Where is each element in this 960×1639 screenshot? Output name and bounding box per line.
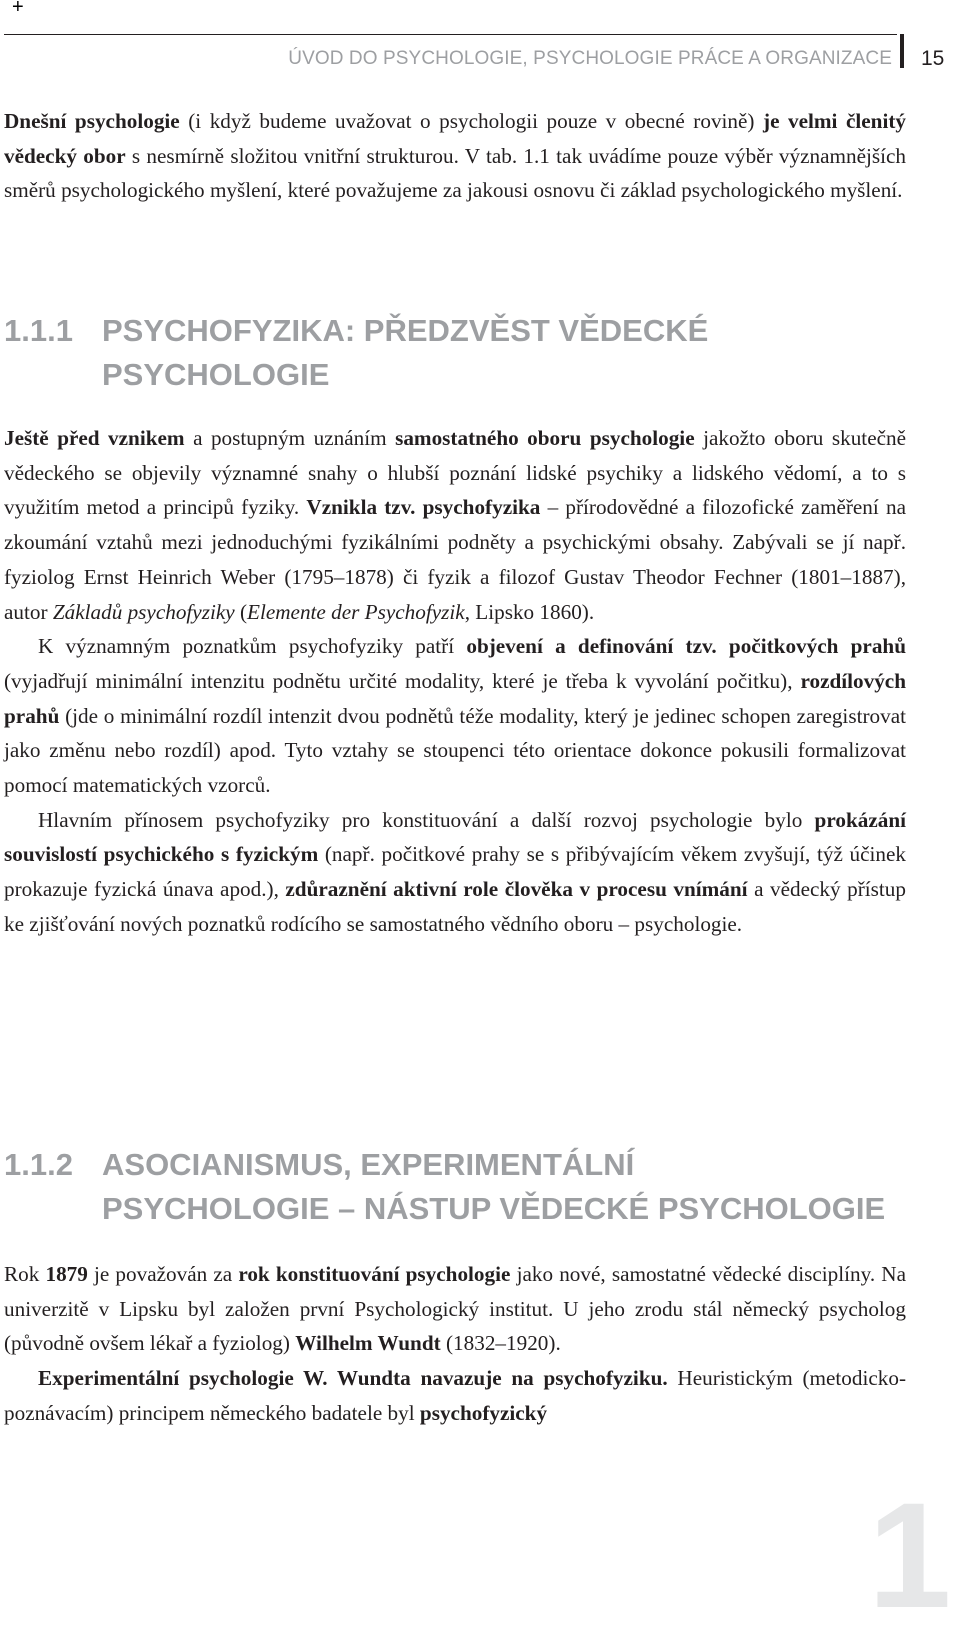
section-title-line1: PSYCHOFYZIKA: PŘEDZVĚST VĚDECKÉ (102, 313, 709, 348)
intro-paragraph: Dnešní psychologie (i když budeme uvažovat o psychologii pouze v obecné rovině) je velmi členitý vědecký obor s nesmírně složitou vnitřní strukturou. V tab. 1.1 tak uvádíme pouze výběr významnějších směrů psychologického myšlení, které považujeme za jakousi osnovu či základ psychologického myšlení. (4, 109, 906, 203)
crop-mark: + (12, 0, 24, 18)
section-title-line2: PSYCHOLOGIE (102, 357, 330, 392)
section-heading-1-1-1 (4, 309, 904, 397)
section-2-body (4, 1257, 906, 1431)
section-number: 1.1.2 (4, 1147, 73, 1182)
paragraph: Experimentální psychologie W. Wundta navazuje na psychofyziku. Heuristickým (metodicko-poznávacím) principem německého badatele byl psychofyzický (4, 1366, 906, 1425)
section-title-line1: ASOCIANISMUS, EXPERIMENTÁLNÍ (102, 1147, 635, 1182)
header-divider-bar (900, 34, 904, 68)
paragraph: Rok 1879 je považován za rok konstituování psychologie jako nové, samostatné vědecké disciplíny. Na univerzitě v Lipsku byl založen první Psychologický institut. U jeho zrodu stál německý psycholog (původně ovšem lékař a fyziolog) Wilhelm Wundt (1832–1920). (4, 1262, 906, 1356)
section-heading-1-1-2 (4, 1143, 904, 1231)
running-header: ÚVOD DO PSYCHOLOGIE, PSYCHOLOGIE PRÁCE A ORGANIZACE (288, 48, 892, 69)
paragraph: Hlavním přínosem psychofyziky pro konstituování a další rozvoj psychologie bylo prokázání souvislostí psychického s fyzickým (např. počitkové prahy se s přibývajícím věkem zvyšují, týž účinek prokazuje fyzická únava apod.), zdůraznění aktivní role člověka v procesu vnímání a vědecký přístup ke zjišťování nových poznatků rodícího se samostatného vědního oboru – psychologie. (4, 807, 906, 936)
intro-block (4, 104, 906, 208)
page-number: 15 (921, 47, 945, 70)
chapter-number-mark: 1 (868, 1471, 952, 1639)
paragraph: Ještě před vznikem a postupným uznáním samostatného oboru psychologie jakožto oboru skutečně vědeckého se objevily významné snahy o hlubší poznání lidské psychiky a lidského vědomí, a to s využitím metod a principů fyziky. Vznikla tzv. psychofyzika – přírodovědné a filozofické zaměření na zkoumání vztahů mezi jednoduchými fyzikálními podněty a psychickými obsahy. Zabývali se jí např. fyziolog Ernst Heinrich Weber (1795–1878) či fyzik a filozof Gustav Theodor Fechner (1801–1887), autor Základů psychofyziky (Elemente der Psychofyzik, Lipsko 1860). (4, 426, 907, 624)
paragraph: K významným poznatkům psychofyziky patří objevení a definování tzv. počitkových prahů (vyjadřují minimální intenzitu podnětu určité modality, které je třeba k vyvolání počitku), rozdílových prahů (jde o minimální rozdíl intenzit dvou podnětů téže modality, který je jedinec schopen zaregistrovat jako změnu nebo rozdíl) apod. Tyto vztahy se stoupenci této orientace dokonce pokusili formalizovat pomocí matematických vzorců. (4, 634, 906, 798)
section-1-body (4, 421, 906, 942)
section-title-line2: PSYCHOLOGIE – NÁSTUP VĚDECKÉ PSYCHOLOGIE (102, 1191, 886, 1226)
header-rule (4, 34, 897, 35)
section-number: 1.1.1 (4, 313, 73, 348)
